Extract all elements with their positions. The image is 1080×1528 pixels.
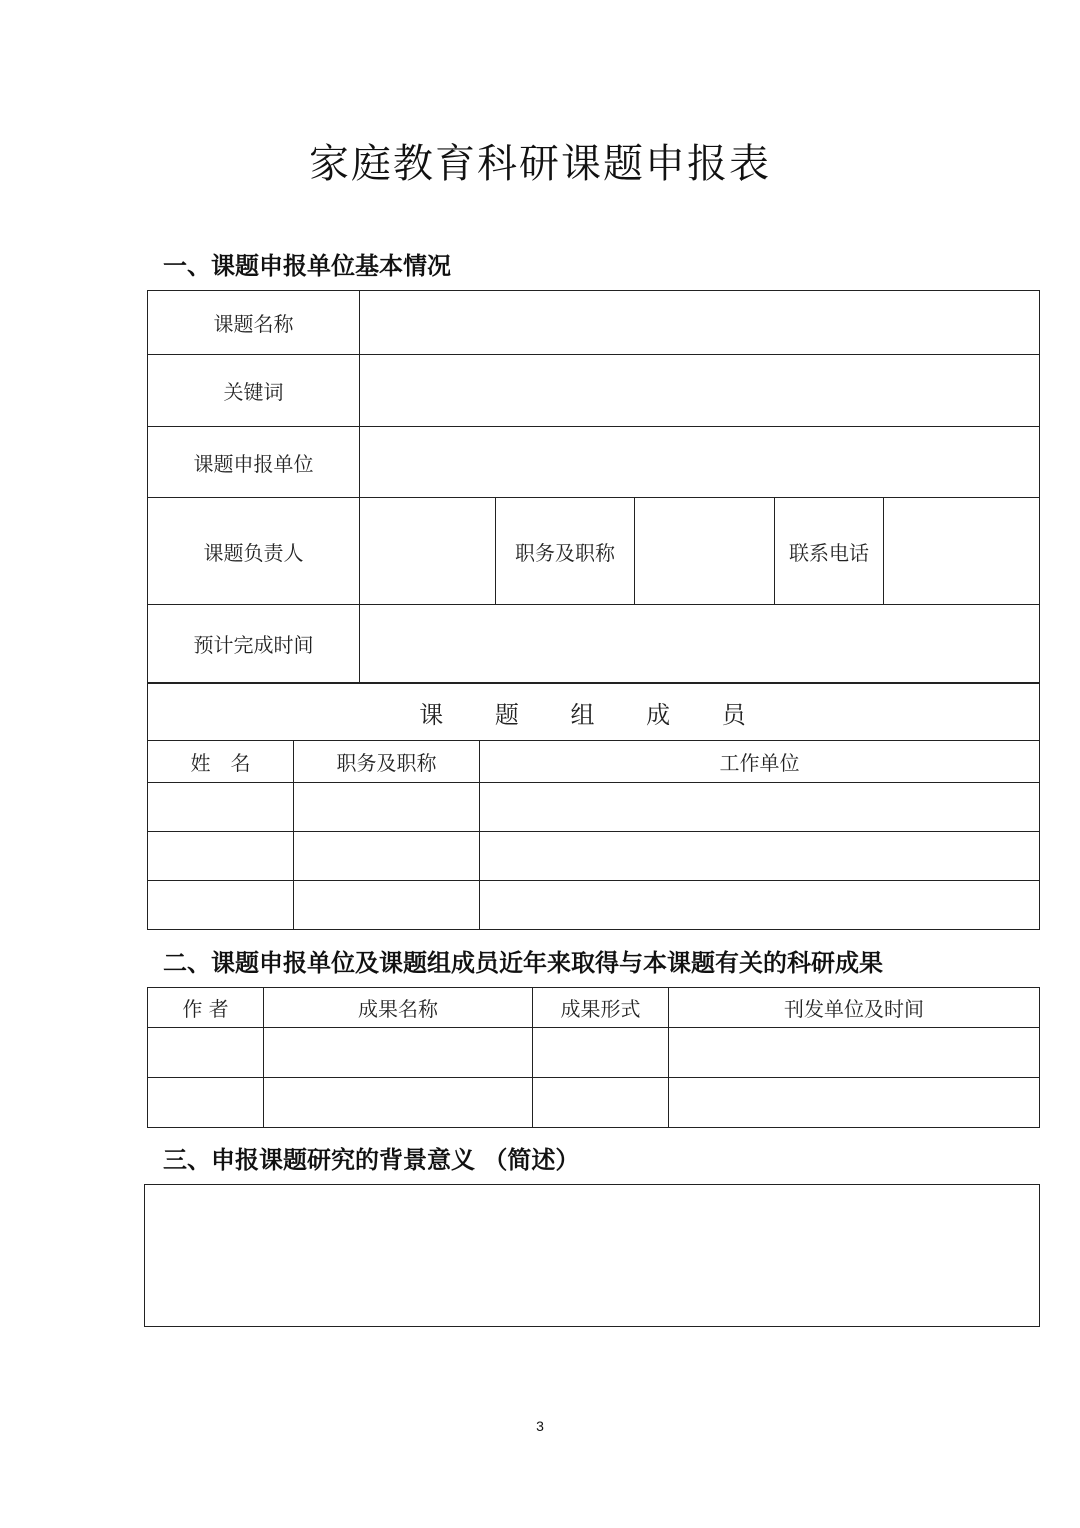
member-workplace-header: 工作单位 [480, 741, 1040, 783]
publisher-time-cell[interactable] [669, 1028, 1040, 1078]
topic-name-label: 课题名称 [148, 291, 360, 355]
section2-heading: 二、课题申报单位及课题组成员近年来取得与本课题有关的科研成果 [163, 949, 883, 977]
member-name-cell[interactable] [148, 881, 294, 930]
member-name-cell[interactable] [148, 832, 294, 881]
page-number: 3 [536, 1418, 544, 1434]
applicant-unit-field[interactable] [360, 427, 1040, 498]
table-row [148, 1078, 1040, 1128]
author-cell[interactable] [148, 1078, 264, 1128]
keywords-label: 关键词 [148, 355, 360, 427]
member-name-cell[interactable] [148, 783, 294, 832]
phone-label: 联系电话 [775, 498, 884, 605]
members-table [147, 683, 1040, 930]
member-workplace-cell[interactable] [480, 783, 1040, 832]
achievement-name-header: 成果名称 [264, 988, 533, 1028]
author-header: 作 者 [148, 988, 264, 1028]
completion-time-field[interactable] [360, 605, 1040, 683]
members-title: 课 题 组 成 员 [148, 684, 1040, 741]
publisher-time-header: 刊发单位及时间 [669, 988, 1040, 1028]
position-title-field[interactable] [635, 498, 775, 605]
achievement-form-cell[interactable] [533, 1078, 669, 1128]
author-cell[interactable] [148, 1028, 264, 1078]
member-workplace-cell[interactable] [480, 881, 1040, 930]
keywords-field[interactable] [360, 355, 1040, 427]
table-row [148, 832, 1040, 881]
section3-heading: 三、申报课题研究的背景意义 （简述） [163, 1146, 580, 1174]
table-row [148, 881, 1040, 930]
achievements-table [147, 987, 1040, 1128]
position-title-label: 职务及职称 [496, 498, 635, 605]
member-name-header: 姓 名 [148, 741, 294, 783]
leader-label: 课题负责人 [148, 498, 360, 605]
applicant-unit-label: 课题申报单位 [148, 427, 360, 498]
page-title: 家庭教育科研课题申报表 [309, 141, 771, 187]
table-row [148, 783, 1040, 832]
background-significance-box[interactable] [144, 1184, 1040, 1327]
topic-name-field[interactable] [360, 291, 1040, 355]
member-workplace-cell[interactable] [480, 832, 1040, 881]
completion-time-label: 预计完成时间 [148, 605, 360, 683]
achievement-form-header: 成果形式 [533, 988, 669, 1028]
section1-heading: 一、课题申报单位基本情况 [163, 252, 451, 280]
phone-field[interactable] [884, 498, 1040, 605]
member-position-cell[interactable] [294, 783, 480, 832]
table-row [148, 1028, 1040, 1078]
member-position-cell[interactable] [294, 832, 480, 881]
achievement-form-cell[interactable] [533, 1028, 669, 1078]
achievement-name-cell[interactable] [264, 1028, 533, 1078]
member-position-header: 职务及职称 [294, 741, 480, 783]
basic-info-table [147, 290, 1040, 683]
publisher-time-cell[interactable] [669, 1078, 1040, 1128]
leader-field[interactable] [360, 498, 496, 605]
achievement-name-cell[interactable] [264, 1078, 533, 1128]
member-position-cell[interactable] [294, 881, 480, 930]
